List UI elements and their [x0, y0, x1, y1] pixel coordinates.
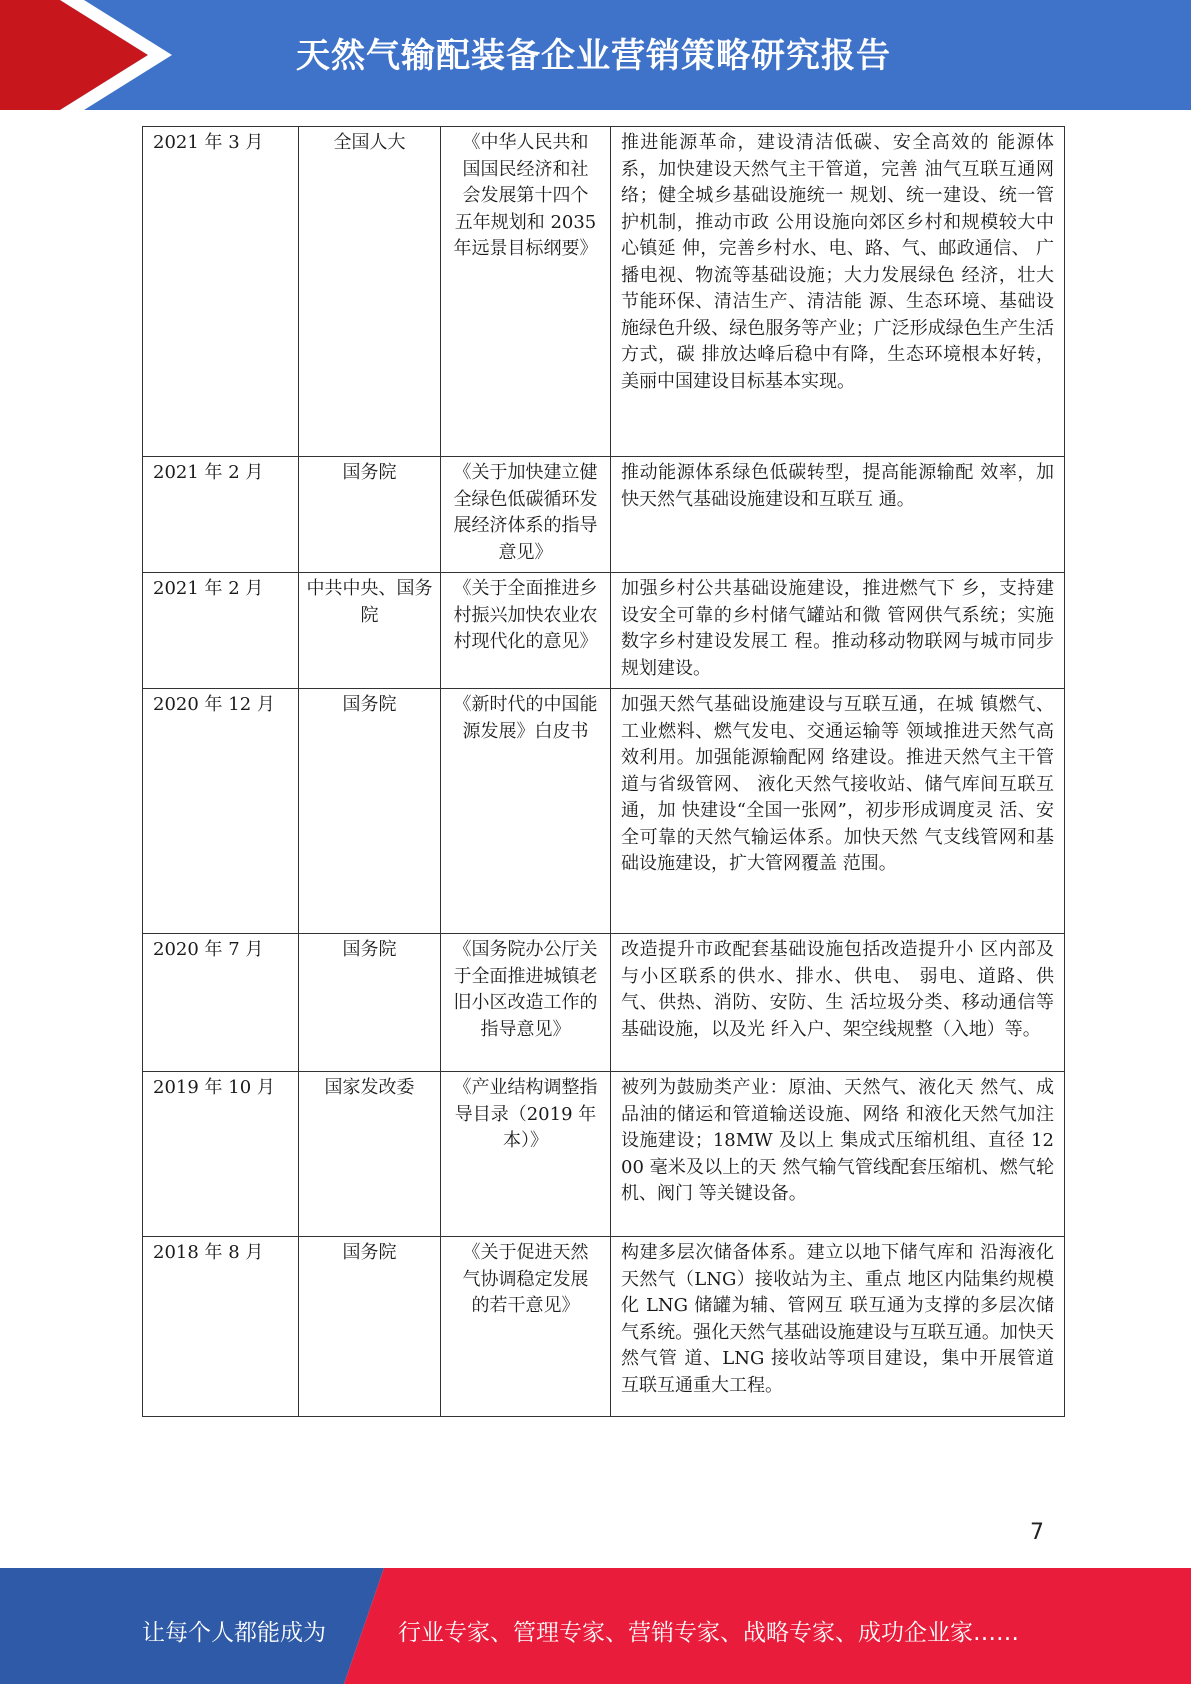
date-cell: 2020 年 12 月 — [143, 689, 299, 934]
document-cell: 《关于全面推进乡村振兴加快农业农村现代化的意见》 — [441, 573, 611, 689]
table-row — [143, 127, 1065, 457]
issuer-cell: 国务院 — [299, 1237, 441, 1417]
document-cell: 《关于促进天然 气协调稳定发展 的若干意见》 — [441, 1237, 611, 1417]
date-cell: 2021 年 2 月 — [143, 457, 299, 573]
document-cell: 《产业结构调整指导目录（2019 年本）》 — [441, 1072, 611, 1237]
content-cell: 推动能源体系绿色低碳转型，提高能源输配 效率，加快天然气基础设施建设和互联互 通。 — [611, 457, 1065, 573]
issuer-cell: 国家发改委 — [299, 1072, 441, 1237]
date-cell: 2021 年 3 月 — [143, 127, 299, 457]
table-row — [143, 457, 1065, 573]
content-cell: 被列为鼓励类产业：原油、天然气、液化天 然气、成品油的储运和管道输送设施、网络 和液化天然气加注设施建设；18MW 及以上 集成式压缩机组、直径 1200 毫米及以上的天 然气输气管线配套压缩机、燃气轮机、阀门 等关键设备。 — [611, 1072, 1065, 1237]
issuer-cell: 全国人大 — [299, 127, 441, 457]
table-row — [143, 1237, 1065, 1417]
content-cell: 推进能源革命，建设清洁低碳、安全高效的 能源体系，加快建设天然气主干管道，完善 油气互联互通网络；健全城乡基础设施统一 规划、统一建设、统一管护机制，推动市政 公用设施向郊区乡村和规模较大中心镇延 伸，完善乡村水、电、路、气、邮政通信、 广播电视、物流等基础设施；大力发展绿色 经济，壮大节能环保、清洁生产、清洁能 源、生态环境、基础设施绿色升级、绿色服务等产业；广泛形成绿色生产生活方式，碳 排放达峰后稳中有降，生态环境根本好转， 美丽中国建设目标基本实现。 — [611, 127, 1065, 457]
document-cell: 《关于加快建立健全绿色低碳循环发展经济体系的指导意见》 — [441, 457, 611, 573]
issuer-cell: 国务院 — [299, 689, 441, 934]
issuer-cell: 国务院 — [299, 457, 441, 573]
content-cell: 加强乡村公共基础设施建设，推进燃气下 乡，支持建设安全可靠的乡村储气罐站和微 管网供气系统；实施数字乡村建设发展工 程。推动移动物联网与城市同步规划建设。 — [611, 573, 1065, 689]
footer-slogan-right: 行业专家、管理专家、营销专家、战略专家、成功企业家…… — [398, 1620, 1019, 1646]
date-cell: 2020 年 7 月 — [143, 934, 299, 1072]
issuer-cell: 国务院 — [299, 934, 441, 1072]
date-cell: 2018 年 8 月 — [143, 1237, 299, 1417]
table-row — [143, 934, 1065, 1072]
document-cell: 《新时代的中国能源发展》白皮书 — [441, 689, 611, 934]
policy-table — [142, 126, 1065, 1417]
page-number: 7 — [1030, 1520, 1044, 1545]
footer-slogan-left: 让每个人都能成为 — [142, 1620, 326, 1646]
document-cell: 《中华人民共和 国国民经济和社 会发展第十四个 五年规划和 2035 年远景目标纲要》 — [441, 127, 611, 457]
table-row — [143, 689, 1065, 934]
report-header — [0, 0, 1191, 110]
document-cell: 《国务院办公厅关于全面推进城镇老旧小区改造工作的指导意见》 — [441, 934, 611, 1072]
content-cell: 改造提升市政配套基础设施包括改造提升小 区内部及与小区联系的供水、排水、供电、 弱电、道路、供气、供热、消防、安防、生 活垃圾分类、移动通信等基础设施，以及光 纤入户、架空线规整（入地）等。 — [611, 934, 1065, 1072]
table-row — [143, 573, 1065, 689]
report-footer — [0, 1568, 1191, 1684]
date-cell: 2021 年 2 月 — [143, 573, 299, 689]
date-cell: 2019 年 10 月 — [143, 1072, 299, 1237]
report-title: 天然气输配装备企业营销策略研究报告 — [296, 36, 891, 76]
content-cell: 构建多层次储备体系。建立以地下储气库和 沿海液化天然气（LNG）接收站为主、重点 地区内陆集约规模化 LNG 储罐为辅、管网互 联互通为支撑的多层次储气系统。强化天然气基础设施建设与互联互通。加快天然气管 道、LNG 接收站等项目建设，集中开展管道 互联互通重大工程。 — [611, 1237, 1065, 1417]
content-cell: 加强天然气基础设施建设与互联互通，在城 镇燃气、工业燃料、燃气发电、交通运输等 领域推进天然气高效利用。加强能源输配网 络建设。推进天然气主干管道与省级管网、 液化天然气接收站、储气库间互联互通，加 快建设“全国一张网”，初步形成调度灵 活、安全可靠的天然气输运体系。加快天然 气支线管网和基础设施建设，扩大管网覆盖 范围。 — [611, 689, 1065, 934]
issuer-cell: 中共中央、国务院 — [299, 573, 441, 689]
table-row — [143, 1072, 1065, 1237]
